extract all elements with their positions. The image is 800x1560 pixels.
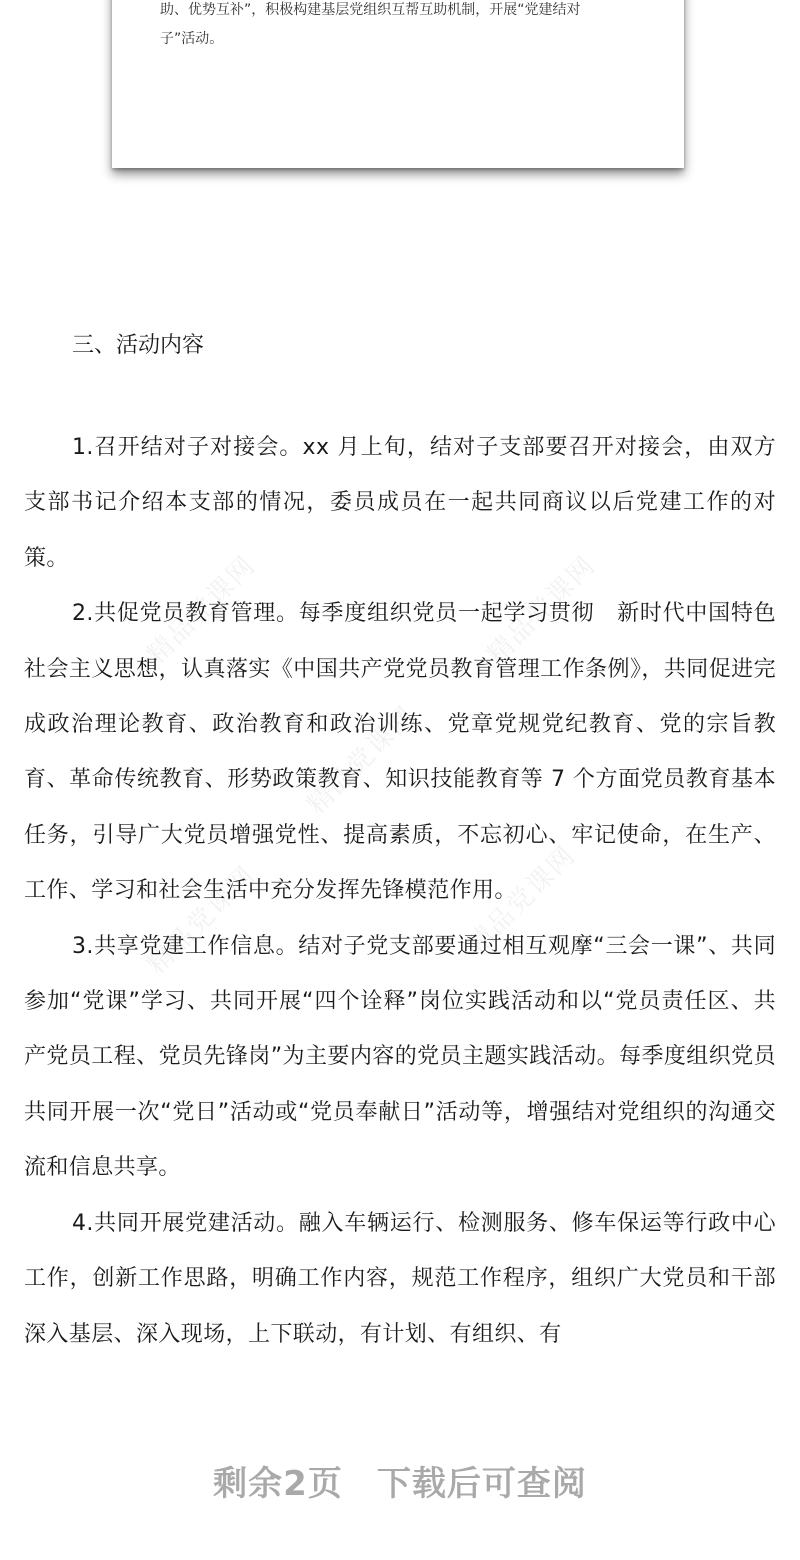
watermark: 精品党课网 <box>461 840 582 961</box>
previous-page-text <box>160 0 644 54</box>
paragraph-3: 3.共享党建工作信息。结对子党支部要通过相互观摩“三会一课”、共同参加“党课”学习、共同开展“四个诠释”岗位实践活动和以“党员责任区、共产党员工程、党员先锋岗”为主要内容的党员主题实践活动。每季度组织党员共同开展一次“党日”活动或“党员奉献日”活动等，增强结对党组织的沟通交流和信息共享。 <box>24 933 776 1181</box>
watermark: 精品党课网 <box>301 700 422 821</box>
previous-page-line: 助、优势互补”，积极构建基层党组织互帮互助机制，开展“党建结对 <box>160 2 581 18</box>
paragraph-1: 1.召开结对子对接会。xx 月上旬，结对子支部要召开对接会，由双方支部书记介绍本支部的情况，委员成员在一起共同商议以后党建工作的对策。 <box>24 435 776 571</box>
download-to-view-label: 下载后可查阅 <box>376 1464 587 1504</box>
previous-page-line: 子”活动。 <box>160 31 224 47</box>
document-body <box>24 420 776 1362</box>
download-prompt[interactable] <box>0 1456 800 1505</box>
paragraph-2: 2.共促党员教育管理。每季度组织党员一起学习贯彻 新时代中国特色社会主义思想，认真落实《中国共产党党员教育管理工作条例》，共同促进完成政治理论教育、政治教育和政治训练、党章党规党纪教育、党的宗旨教育、革命传统教育、形势政策教育、知识技能教育等 7 个方面党员教育基本任务，引导广大党员增强党性、提高素质，不忘初心、牢记使命，在生产、工作、学习和社会生活中充分发挥先锋模范作用。 <box>24 601 776 904</box>
previous-page-card <box>112 0 684 168</box>
section-heading: 三、活动内容 <box>72 333 205 358</box>
paragraph-4: 4.共同开展党建活动。融入车辆运行、检测服务、修车保运等行政中心工作，创新工作思路，明确工作内容，规范工作程序，组织广大党员和干部深入基层、深入现场，上下联动，有计划、有组织、有 <box>24 1210 776 1347</box>
watermark: 精品党课网 <box>141 860 262 981</box>
watermark: 精品党课网 <box>141 550 262 671</box>
watermark: 精品党课网 <box>481 550 602 671</box>
remaining-pages-label: 剩余2页 <box>213 1464 343 1504</box>
